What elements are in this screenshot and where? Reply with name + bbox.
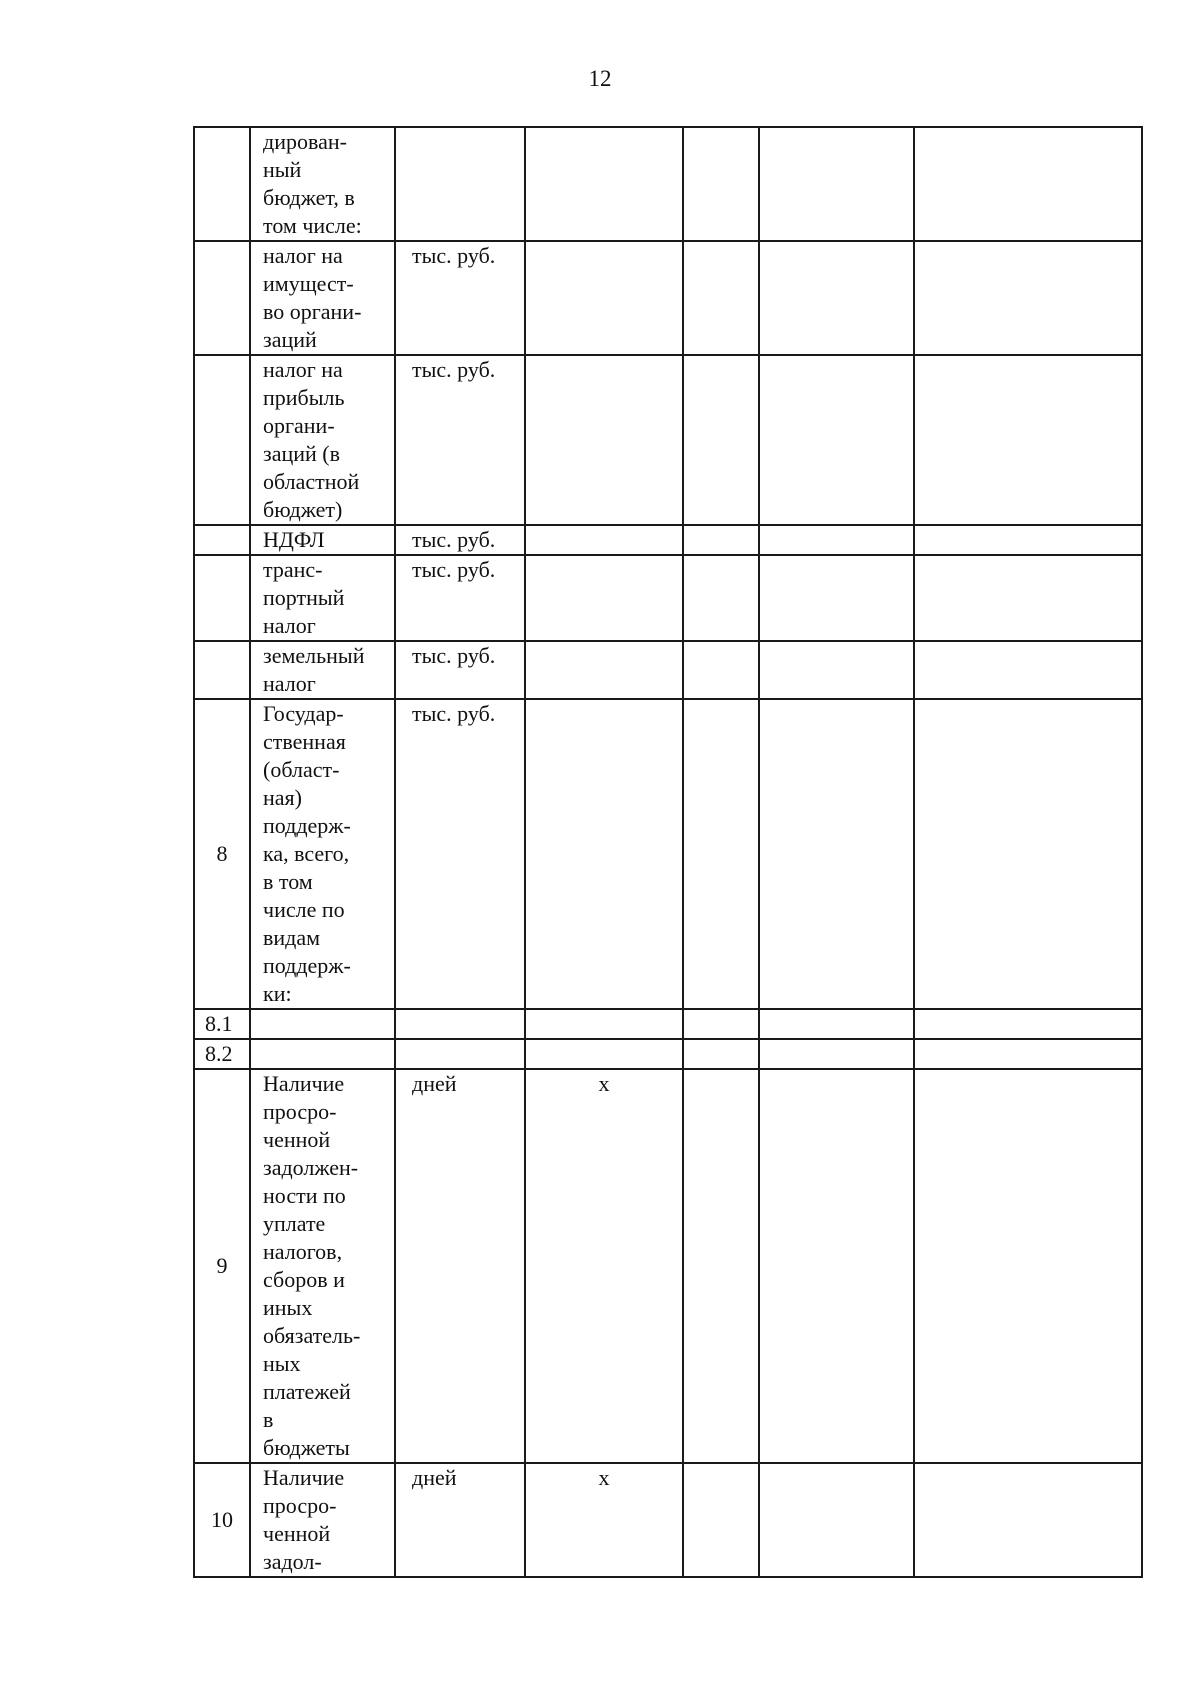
value-cell-7 (914, 355, 1142, 525)
value-cell-6 (759, 127, 914, 241)
table-row (194, 1009, 1142, 1039)
value-cell-4 (525, 1009, 683, 1039)
value-cell-7 (914, 641, 1142, 699)
value-cell-7 (914, 1069, 1142, 1463)
value-cell-4 (525, 555, 683, 641)
row-number-cell (194, 641, 250, 699)
table-row (194, 555, 1142, 641)
indicator-name-cell (250, 555, 395, 641)
row-number-cell (194, 241, 250, 355)
table-row (194, 1069, 1142, 1463)
row-number-cell (194, 555, 250, 641)
value-cell-7 (914, 525, 1142, 555)
value-cell-4 (525, 699, 683, 1009)
indicator-name-cell (250, 241, 395, 355)
value-cell-6 (759, 1069, 914, 1463)
indicator-name-line: ный (263, 157, 302, 182)
value-cell-4 (525, 525, 683, 555)
indicator-name-line: ченной (263, 1127, 331, 1152)
row-number-cell: 8 (194, 699, 250, 1009)
value-cell-4 (525, 1039, 683, 1069)
row-number-cell (194, 525, 250, 555)
value-cell-7 (914, 1039, 1142, 1069)
value-cell-6 (759, 241, 914, 355)
value-cell-6 (759, 355, 914, 525)
value-cell-5 (683, 1009, 759, 1039)
unit-cell: тыс. руб. (395, 699, 525, 1009)
unit-cell: дней (395, 1463, 525, 1577)
value-cell-5 (683, 127, 759, 241)
value-cell-6 (759, 1009, 914, 1039)
value-cell-4: х (525, 1463, 683, 1577)
value-cell-5 (683, 641, 759, 699)
unit-cell: дней (395, 1069, 525, 1463)
indicator-name-line: просро- (263, 1493, 337, 1518)
indicator-name-line: поддерж- (263, 953, 351, 978)
indicator-name-cell (250, 699, 395, 1009)
indicator-name-line: поддерж- (263, 813, 351, 838)
table-row (194, 1463, 1142, 1577)
value-cell-7 (914, 241, 1142, 355)
unit-cell (395, 127, 525, 241)
table-row (194, 525, 1142, 555)
indicator-name-line: задолжен- (263, 1155, 359, 1180)
indicator-name-line: органи- (263, 413, 335, 438)
indicator-name-line: (област- (263, 757, 340, 782)
value-cell-5 (683, 525, 759, 555)
table-row (194, 699, 1142, 1009)
indicator-name-line: ка, всего, (263, 841, 350, 866)
row-number-cell: 8.2 (194, 1039, 250, 1069)
unit-cell: тыс. руб. (395, 641, 525, 699)
indicator-name-cell (250, 1009, 395, 1039)
indicator-name-line: том числе: (263, 213, 362, 238)
indicator-name-cell (250, 127, 395, 241)
indicator-name-line: Наличие (263, 1465, 345, 1490)
unit-cell (395, 1009, 525, 1039)
indicator-name-line: в том (263, 869, 313, 894)
value-cell-5 (683, 1463, 759, 1577)
unit-cell: тыс. руб. (395, 525, 525, 555)
indicator-name-line: областной (263, 469, 360, 494)
indicator-name-line: числе по (263, 897, 345, 922)
indicator-name-line: прибыль (263, 385, 345, 410)
indicator-name-line: Государ- (263, 701, 344, 726)
indicator-name-line: налогов, (263, 1239, 343, 1264)
row-number-cell (194, 127, 250, 241)
indicator-name-line: платежей (263, 1379, 351, 1404)
indicator-name-line: ная) (263, 785, 302, 810)
value-cell-5 (683, 1069, 759, 1463)
unit-cell: тыс. руб. (395, 241, 525, 355)
value-cell-7 (914, 1009, 1142, 1039)
value-cell-5 (683, 1039, 759, 1069)
unit-cell: тыс. руб. (395, 555, 525, 641)
table-row (194, 241, 1142, 355)
page-number: 12 (588, 66, 612, 91)
value-cell-4 (525, 641, 683, 699)
indicator-name-line: ченной (263, 1521, 331, 1546)
indicator-name-cell (250, 525, 395, 555)
row-number-cell: 9 (194, 1069, 250, 1463)
indicator-name-line: ных (263, 1351, 301, 1376)
indicator-name-line: налог на (263, 243, 343, 268)
table-row (194, 355, 1142, 525)
value-cell-7 (914, 699, 1142, 1009)
indicator-name-cell (250, 1069, 395, 1463)
unit-cell: тыс. руб. (395, 355, 525, 525)
value-cell-6 (759, 1039, 914, 1069)
value-cell-5 (683, 355, 759, 525)
row-number-cell: 10 (194, 1463, 250, 1577)
indicator-name-line: ки: (263, 981, 292, 1006)
unit-cell (395, 1039, 525, 1069)
value-cell-6 (759, 1463, 914, 1577)
value-cell-5 (683, 555, 759, 641)
indicator-name-line: бюджет, в (263, 185, 355, 210)
value-cell-5 (683, 241, 759, 355)
indicator-name-line: бюджет) (263, 497, 343, 522)
value-cell-4 (525, 127, 683, 241)
indicator-name-line: заций (в (263, 441, 340, 466)
value-cell-6 (759, 699, 914, 1009)
value-cell-7 (914, 1463, 1142, 1577)
value-cell-6 (759, 525, 914, 555)
value-cell-6 (759, 555, 914, 641)
value-cell-7 (914, 127, 1142, 241)
value-cell-7 (914, 555, 1142, 641)
table-row (194, 1039, 1142, 1069)
indicator-name-line: ности по (263, 1183, 346, 1208)
indicator-name-line: в (263, 1407, 274, 1432)
indicator-name-line: иных (263, 1295, 313, 1320)
indicator-name-line: сборов и (263, 1267, 345, 1292)
indicator-name-line: Наличие (263, 1071, 345, 1096)
indicator-name-line: просро- (263, 1099, 337, 1124)
indicator-name-cell (250, 1463, 395, 1577)
indicator-name-line: дирован- (263, 129, 347, 154)
row-number-cell (194, 355, 250, 525)
indicator-name-line: налог (263, 671, 316, 696)
indicator-name-line: НДФЛ (263, 527, 325, 552)
indicator-name-cell (250, 1039, 395, 1069)
table-row (194, 127, 1142, 241)
indicator-name-line: задол- (263, 1549, 322, 1574)
value-cell-4 (525, 241, 683, 355)
table-row (194, 641, 1142, 699)
value-cell-5 (683, 699, 759, 1009)
value-cell-4: х (525, 1069, 683, 1463)
indicator-name-line: налог на (263, 357, 343, 382)
indicator-name-line: бюджеты (263, 1435, 350, 1460)
indicator-name-line: земельный (263, 643, 365, 668)
indicator-name-line: налог (263, 613, 316, 638)
indicators-table (193, 126, 1143, 1578)
row-number-cell: 8.1 (194, 1009, 250, 1039)
indicator-name-line: имущест- (263, 271, 354, 296)
indicator-name-cell (250, 355, 395, 525)
indicator-name-line: ственная (263, 729, 346, 754)
indicator-name-line: транс- (263, 557, 323, 582)
value-cell-4 (525, 355, 683, 525)
indicator-name-line: заций (263, 327, 317, 352)
indicator-name-line: портный (263, 585, 345, 610)
value-cell-6 (759, 641, 914, 699)
indicator-name-line: видам (263, 925, 321, 950)
indicator-name-line: обязатель- (263, 1323, 361, 1348)
indicator-name-line: уплате (263, 1211, 326, 1236)
indicator-name-line: во органи- (263, 299, 362, 324)
table-body (194, 127, 1142, 1577)
indicator-name-cell (250, 641, 395, 699)
